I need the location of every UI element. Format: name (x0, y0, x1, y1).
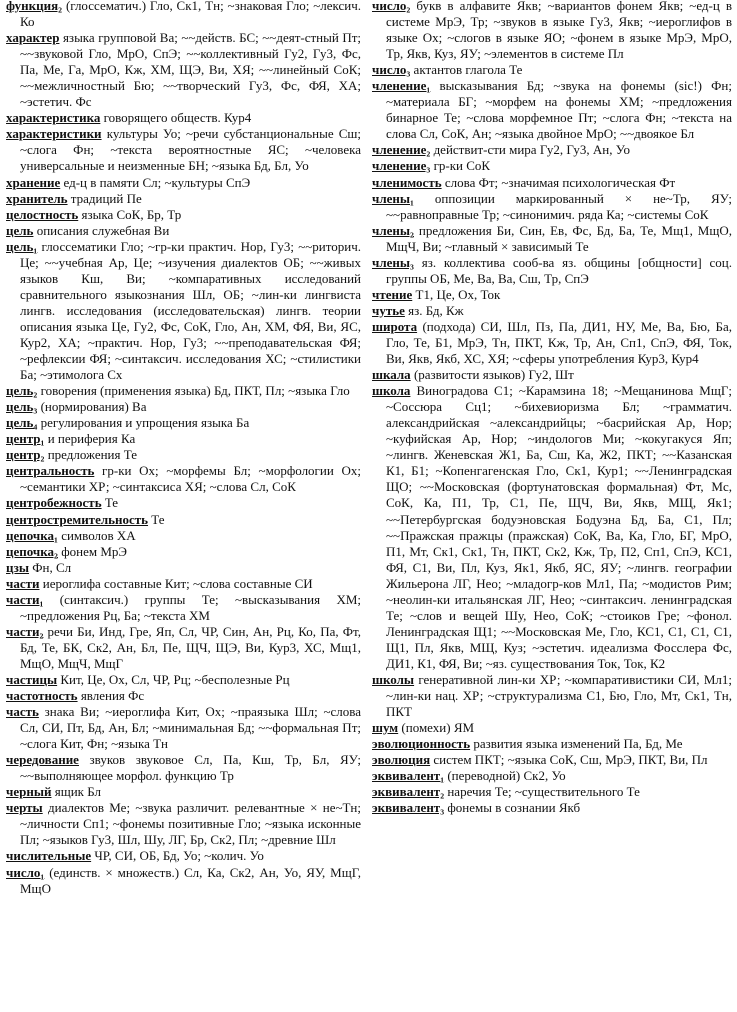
entry-text: систем ПКТ; ~языка СоК, Сш, МрЭ, ПКТ, Ви, Пл (433, 752, 708, 768)
entry-text: (синтаксич.) группы Те; ~высказывания ХМ; ~предложения Рц, Ба; ~текста ХМ (20, 591, 361, 623)
entry-text: яз. коллектива сооб-ва яз. общины [общности] соц. группы ОБ, Ме, Ва, Ва, Сш, Тр, СпЭ (386, 254, 733, 286)
index-entry (372, 191, 732, 223)
index-entry (372, 672, 732, 720)
entry-text: ящик Бл (54, 784, 102, 800)
entry-headword: школы (372, 671, 415, 687)
entry-text: иероглифа составные Кит; ~слова составные СИ (42, 575, 313, 591)
entry-text: знака Ви; ~иероглифа Кит, Ох; ~праязыка Шл; ~слова Сл, СИ, Пт, Бд, Ан, Бл; ~минимальная Бд; ~~формальная Пт; ~слога Кит, Фн; ~языка Тн (20, 704, 361, 752)
entry-headword: центр₂ (6, 447, 45, 463)
entry-headword: число₁ (6, 864, 45, 880)
entry-headword: черты (6, 800, 43, 816)
entry-headword: характеристики (6, 126, 102, 142)
entry-text: гр-ки СоК (433, 158, 491, 174)
index-entry (6, 0, 361, 30)
index-entry (372, 255, 732, 287)
entry-text: Те (151, 511, 165, 527)
entry-text: говорения (применения языка) Бд, ПКТ, Пл; ~языка Гло (40, 383, 350, 399)
entry-headword: чутье (372, 302, 405, 318)
entry-headword: цель₂ (6, 383, 38, 399)
entry-text: описания служебная Ви (36, 222, 170, 238)
entry-headword: части (6, 575, 40, 591)
index-entry (6, 399, 361, 415)
index-entry (6, 544, 361, 560)
index-entry (6, 688, 361, 704)
index-entry (372, 175, 732, 191)
entry-text: (единств. × множеств.) Сл, Ка, Ск2, Ан, Уо, ЯУ, МщГ, МщО (20, 864, 361, 896)
index-entry (372, 736, 732, 752)
entry-text: Виноградова С1; ~Карамзина 18; ~Мещанинова МщГ; ~Соссюра Сц1; ~бихевиоризма Бл; ~грамматич. александрийская ~александрийцы; ~басрийская Ар, Нор; ~куфийская Ар, Нор; ~индологов Ми; ~кокугакуся Яп; ~лингв. Женевская Ж1, Ба, Сш, Ка, Ж2, ПКТ; ~~Казанская К1, Б1; ~Копенгагенская Гло, Ск1, Кур1; ~~Ленинградская ЩО; ~~Московская (фортунатовская формальная) Фт, Мс, СоК, Ка, П1, Тр, С1, Пе, ЩЧ, Ви, Якв, МЩ, Як1; ~~Петербургская бодуэновская Бодуэна Бд, Ба, С1, Пл; ~~Пражская пражцы (пражская) СоК, Ва, Ка, Гло, БГ, МрО, П1, Мт, Ск1, Ск1, Тн, ПКТ, Ск2, Кж, Тр, П2, Сп1, СпЭ, КС1, ФЯ, С1, Ви, Пл, Куз, Як1, Якб, ЯС, ЯУ; ~лингв. географии Жильерона ЛГ, Нео; ~младогр-ков Мл1, Па; ~модистов Рим; ~неолин-ки итальянская ЛГ, Нео; ~синтаксич. ленинградская Те; ~слов и вещей Шу, Нео, СоК; ~стоиков Гре; ~фонол. Ленинградская Щ1; ~~Московская Ме, Гло, КС1, С1, С1, С1, Щ1, Пл, Якв, МЩ, Куз; ~эстетич. идеализма Фосслера Фс, ДИ1, К1, ФЯ, Ви; ~яз. существования Ток, Ток, К2 (386, 383, 733, 671)
entry-text: глоссематики Гло; ~гр-ки практич. Нор, Гу3; ~~риторич. Це; ~~учебная Ар, Це; ~изучения диалектов ОБ; ~~живых языков Кш, Ви; ~компаративных исследований сравнительного языкознания Шл, ОБ; ~лин-ки лингвиста лингв. исследования (исследовательская) лингв. теории описания языка Це, Гу2, Фс, СоК, Гло, Ан, ХМ, ФЯ, Ви, ЯС, Кур2, ХА; ~практич. Нор, Гу3; ~~преподавательская ФЯ; ~рефлексии ФЯ; ~синтаксич. исследования ХС; ~стилистики Ба; ~этимолога Сх (20, 238, 361, 383)
entry-headword: цепочка₁ (6, 527, 58, 543)
index-entry (372, 319, 732, 367)
entry-headword: чередование (6, 752, 79, 768)
entry-headword: части₂ (6, 623, 44, 639)
index-entry (6, 704, 361, 752)
entry-text: (помехи) ЯМ (401, 720, 475, 736)
entry-text: развития языка изменений Па, Бд, Ме (473, 736, 683, 752)
entry-text: (переводной) Ск2, Уо (447, 768, 566, 784)
entry-headword: широта (372, 318, 418, 334)
entry-text: генеративной лин-ки ХР; ~компаративистики СИ, Мл1; ~лин-ки нац. ХР; ~структурализма С1, Бю, Гло, Мт, Ск1, Тн, ПКТ (386, 671, 733, 720)
entry-headword: характер (6, 30, 60, 46)
index-entry (6, 126, 361, 174)
entry-text: звуков звуковое Сл, Па, Кш, Тр, Бл, ЯУ; ~~выполняющее морфол. функцию Тр (20, 752, 361, 784)
entry-headword: центростремительность (6, 511, 149, 527)
entry-text: высказывания Бд; ~звука на фонемы (sic!) Фн; ~материала БГ; ~морфем на фонемы ХМ; ~предложения бинарное Те; ~слова морфемное Пт; ~слога Фн; ~текста на слова Сл, СоК, Ан; ~языка двойное МрО; ~~двоякое Бл (386, 78, 732, 142)
index-entry (372, 287, 732, 303)
entry-headword: члены₃ (372, 254, 414, 270)
index-entry (372, 142, 732, 158)
entry-headword: эволюция (372, 752, 431, 768)
index-entry (372, 367, 732, 383)
entry-text: фонем МрЭ (61, 543, 127, 559)
index-entry (6, 415, 361, 431)
entry-headword: частицы (6, 671, 58, 687)
entry-headword: центробежность (6, 495, 102, 511)
entry-headword: членение₂ (372, 142, 431, 158)
index-entry (372, 800, 732, 816)
entry-headword: эволюционность (372, 736, 471, 752)
entry-headword: черный (6, 784, 52, 800)
entry-headword: шкала (372, 367, 411, 383)
entry-headword: эквивалент₁ (372, 768, 445, 784)
index-entry (6, 624, 361, 672)
entry-headword: частотность (6, 688, 78, 704)
entry-headword: функция₂ (6, 0, 63, 13)
index-entry (372, 768, 732, 784)
entry-headword: школа (372, 383, 411, 399)
entry-headword: членимость (372, 174, 442, 190)
entry-text: Те (104, 495, 119, 511)
entry-headword: цель₃ (6, 399, 38, 415)
entry-headword: число₃ (372, 62, 411, 78)
index-entry (6, 560, 361, 576)
index-entry (6, 207, 361, 223)
index-entry (372, 383, 732, 672)
entry-text: говорящего обществ. Кур4 (103, 110, 252, 126)
entry-headword: цель₄ (6, 415, 38, 431)
entry-text: и периферия Ка (47, 431, 136, 447)
left-column (6, 0, 361, 897)
entry-headword: цель (6, 222, 34, 238)
index-entry (6, 191, 361, 207)
entry-text: наречия Те; ~существительного Те (447, 784, 640, 800)
entry-headword: чтение (372, 286, 413, 302)
index-entry (6, 239, 361, 383)
index-entry (372, 78, 732, 142)
entry-headword: цель₁ (6, 238, 38, 254)
entry-headword: целостность (6, 206, 79, 222)
index-entry (6, 30, 361, 110)
index-entry (372, 223, 732, 255)
entry-text: предложения Те (47, 447, 137, 463)
index-entry (6, 865, 361, 897)
entry-text: действит-сти мира Гу2, Гу3, Ан, Уо (433, 142, 630, 158)
index-entry (6, 800, 361, 848)
entry-text: (развитости языков) Гу2, Шт (413, 367, 574, 383)
index-entry (372, 720, 732, 736)
entry-headword: членение₃ (372, 158, 431, 174)
entry-headword: хранитель (6, 190, 68, 206)
entry-text: Фн, Сл (32, 559, 72, 575)
entry-text: гр-ки Ох; ~морфемы Бл; ~морфологии Ох; ~семантики ХР; ~синтаксиса ХЯ; ~слова Сл, СоК (20, 463, 361, 495)
entry-headword: число₂ (372, 0, 411, 13)
entry-text: языка групповой Ва; ~~действ. БС; ~~деят-стный Пт; ~~звуковой Гло, МрО, СпЭ; ~~коллективный Гу2, Гу3, Фс, Па, Ме, Га, МрО, Кж, ХМ, ЩЭ, Ви, ХЯ; ~~линейный СоК; ~~межличностный Бю; ~~творческий Гу3, Фс, ФЯ, ХА; ~эстетич. Фс (20, 30, 362, 110)
entry-text: слова Фт; ~значимая психологическая Фт (444, 174, 676, 190)
index-entry (6, 752, 361, 784)
index-entry (6, 528, 361, 544)
index-entry (372, 62, 732, 78)
index-entry (372, 158, 732, 174)
entry-headword: члены₂ (372, 222, 414, 238)
entry-text: культуры Уо; ~речи субстанциональные Сш; ~слога Фн; ~текста вероятностные ЯС; ~человека универсальные и неизменные БН; ~языка Бд, Бл, Уо (20, 126, 362, 174)
entry-text: актантов глагола Те (413, 62, 523, 78)
index-entry (372, 752, 732, 768)
entry-text: фонемы в сознании Якб (447, 800, 581, 816)
right-column (372, 0, 732, 816)
entry-headword: характеристика (6, 110, 101, 126)
entry-headword: членение₁ (372, 78, 431, 94)
entry-text: (глоссематич.) Гло, Ск1, Тн; ~знаковая Гло; ~лексич. Ко (20, 0, 361, 30)
entry-headword: центральность (6, 463, 95, 479)
index-entry (6, 848, 361, 864)
entry-text: явления Фс (80, 688, 145, 704)
entry-text: Т1, Це, Ох, Ток (415, 286, 501, 302)
entry-headword: часть (6, 704, 39, 720)
index-entry (6, 592, 361, 624)
entry-text: традиций Пе (70, 190, 142, 206)
entry-headword: части₁ (6, 591, 44, 607)
entry-text: ЧР, СИ, ОБ, Бд, Уо; ~колич. Уо (94, 848, 264, 864)
index-entry (6, 447, 361, 463)
entry-text: предложения Би, Син, Ев, Фс, Бд, Ба, Те, Мщ1, МщО, МщЧ, Ви; ~главный × зависимый Те (386, 222, 732, 254)
index-entry (6, 383, 361, 399)
index-entry (6, 576, 361, 592)
index-entry (6, 784, 361, 800)
entry-text: ед-ц в памяти Сл; ~культуры СпЭ (63, 174, 251, 190)
entry-text: яз. Бд, Кж (408, 302, 464, 318)
entry-text: символов ХА (61, 527, 136, 543)
index-entry (6, 223, 361, 239)
entry-text: Кит, Це, Ох, Сл, ЧР, Рц; ~бесполезные Рц (60, 671, 290, 687)
entry-text: (подхода) СИ, Шл, Пз, Па, ДИ1, НУ, Ме, Ва, Бю, Ба, Гло, Те, Б1, МрЭ, Тн, ПКТ, Кж, Тр, Ан, Сп1, СпЭ, ФЯ, Ток, Ви, Якв, Якб, ХС, ХЯ; ~сферы употребления Кур3, Кур4 (386, 318, 733, 367)
index-entry (372, 303, 732, 319)
entry-headword: члены₁ (372, 190, 414, 206)
index-entry (6, 512, 361, 528)
index-entry (6, 463, 361, 495)
entry-headword: шум (372, 720, 399, 736)
entry-text: диалектов Ме; ~звука различит. релевантные × не~Тн; ~личности Сп1; ~фонемы позитивные Гло; ~языка исконные Пл; ~языков Гу3, Шл, Шу, ЛГ, Бр, Ск2, Пл; ~древние Шл (20, 800, 362, 848)
index-entry (372, 784, 732, 800)
entry-text: оппозиции маркированный × не~Тр, ЯУ; ~~равноправные Тр; ~синонимич. ряда Ка; ~системы СоК (386, 190, 733, 222)
entry-headword: эквивалент₂ (372, 784, 445, 800)
entry-headword: цзы (6, 559, 30, 575)
entry-text: букв в алфавите Якв; ~вариантов фонем Якв; ~ед-ц в системе МрЭ, Тр; ~звуков в языке Гу3, Якв; ~иероглифов в языке Ох; ~слогов в языке ЯО; ~фонем в языке МрЭ, МрО, Тр, Якв, Куз, ЯУ; ~элементов в системе Пл (386, 0, 732, 62)
entry-headword: числительные (6, 848, 92, 864)
entry-text: регулирования и упрощения языка Ба (40, 415, 250, 431)
index-entry (6, 431, 361, 447)
entry-headword: центр₁ (6, 431, 45, 447)
entry-headword: эквивалент₃ (372, 800, 445, 816)
index-entry (372, 0, 732, 62)
index-entry (6, 672, 361, 688)
entry-headword: хранение (6, 174, 61, 190)
index-entry (6, 110, 361, 126)
entry-text: языка СоК, Бр, Тр (81, 206, 182, 222)
index-entry (6, 175, 361, 191)
index-entry (6, 495, 361, 511)
entry-text: речи Би, Инд, Гре, Яп, Сл, ЧР, Син, Ан, Рц, Ко, Па, Фт, Бд, Те, БК, Ск2, Ан, Бл, Пе, ЩЧ, ЩЭ, Ви, Кур3, ХС, Мщ1, МщО, МщЧ, МщГ (20, 623, 361, 671)
entry-headword: цепочка₂ (6, 543, 58, 559)
entry-text: (нормирования) Ва (40, 399, 147, 415)
